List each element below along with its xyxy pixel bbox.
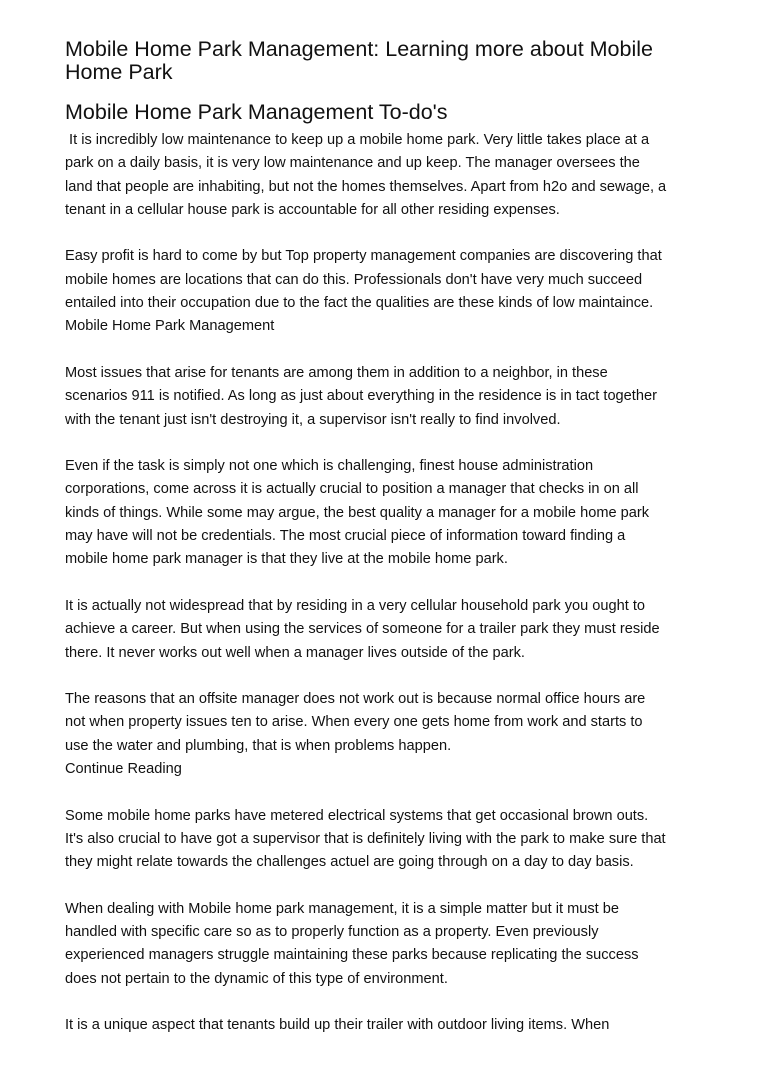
text-line: It's also crucial to have got a supervisor that is definitely living with the park to make sure that [65, 830, 666, 847]
paragraph [65, 1014, 715, 1037]
text-line: mobile homes are locations that can do this. Professionals don't have very much succeed [65, 271, 643, 288]
text-line: use the water and plumbing, that is when problems happen. [65, 737, 452, 754]
text-line: there. It never works out well when a manager lives outside of the park. [65, 644, 525, 661]
paragraph [65, 245, 715, 338]
text-line: park on a daily basis, it is very low maintenance and up keep. The manager oversees the [65, 155, 640, 172]
text-line: does not pertain to the dynamic of this type of environment. [65, 970, 448, 987]
text-line: Mobile Home Park Management [65, 318, 275, 335]
paragraph [65, 129, 715, 222]
text-line: land that people are inhabiting, but not the homes themselves. Apart from h2o and sewage, a [65, 178, 667, 195]
text-line: Easy profit is hard to come by but Top property management companies are discovering that [65, 248, 662, 265]
paragraph [65, 455, 715, 571]
text-line: When dealing with Mobile home park management, it is a simple matter but it must be [65, 900, 620, 917]
text-line: with the tenant just isn't destroying it, a supervisor isn't really to find involved. [65, 411, 561, 428]
text-line: they might relate towards the challenges actuel are going through on a day to day basis. [65, 854, 634, 871]
paragraph [65, 362, 715, 432]
paragraph [65, 805, 715, 875]
title-line: Home Park [65, 60, 173, 84]
document-page [65, 38, 715, 1061]
paragraph [65, 595, 715, 665]
text-line: kinds of things. While some may argue, the best quality a manager for a mobile home park [65, 504, 650, 521]
title-line: Mobile Home Park Management: Learning more about Mobile [65, 37, 653, 61]
text-line: experienced managers struggle maintaining these parks because replicating the success [65, 947, 639, 964]
text-line: entailed into their occupation due to the fact the qualities are these kinds of low maintaince. [65, 295, 654, 312]
paragraph [65, 688, 715, 781]
text-line: It is a unique aspect that tenants build up their trailer with outdoor living items. When [65, 1017, 610, 1034]
text-line: tenant in a cellular house park is accountable for all other residing expenses. [65, 201, 560, 218]
text-line: corporations, come across it is actually crucial to position a manager that checks in on all [65, 481, 639, 498]
text-line: It is incredibly low maintenance to keep up a mobile home park. Very little takes place at a [65, 132, 650, 148]
text-line: not when property issues ten to arise. When every one gets home from work and starts to [65, 714, 643, 731]
continue-reading-text: Continue Reading [65, 761, 182, 778]
text-line: The reasons that an offsite manager does not work out is because normal office hours are [65, 691, 646, 708]
text-line: It is actually not widespread that by residing in a very cellular household park you ought to [65, 597, 646, 614]
text-line: may have will not be credentials. The most crucial piece of information toward finding a [65, 528, 626, 545]
section-heading: Mobile Home Park Management To-do's [65, 100, 448, 124]
paragraph [65, 898, 715, 991]
text-line: scenarios 911 is notified. As long as just about everything in the residence is in tact together [65, 388, 657, 405]
text-line: handled with specific care so as to properly function as a property. Even previously [65, 924, 599, 941]
text-line: Some mobile home parks have metered electrical systems that get occasional brown outs. [65, 807, 649, 824]
text-line: Most issues that arise for tenants are among them in addition to a neighbor, in these [65, 364, 608, 381]
document-title [65, 38, 715, 84]
text-line: mobile home park manager is that they live at the mobile home park. [65, 551, 508, 568]
text-line: Even if the task is simply not one which is challenging, finest house administration [65, 458, 594, 475]
text-line: achieve a career. But when using the services of someone for a trailer park they must reside [65, 621, 660, 638]
